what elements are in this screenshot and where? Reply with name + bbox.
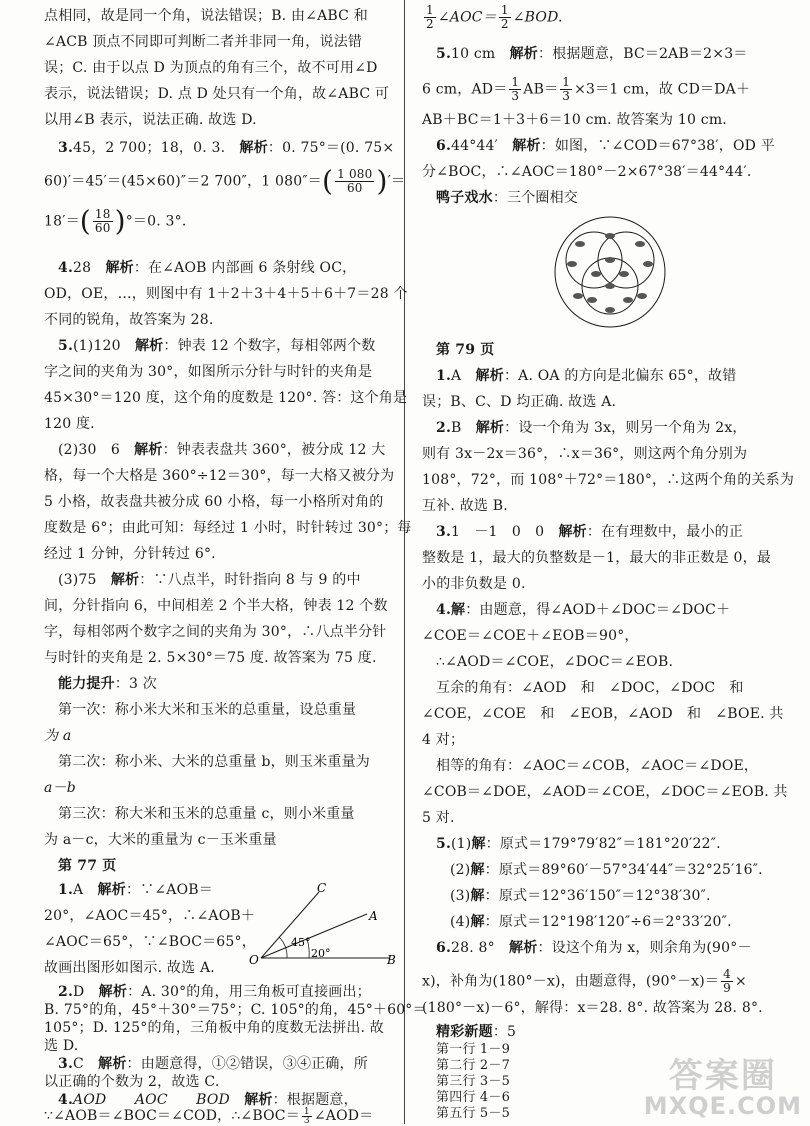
denominator: 3 bbox=[303, 1115, 310, 1126]
denominator: 3 bbox=[562, 89, 571, 103]
p79-q1-line bbox=[436, 366, 736, 386]
fraction bbox=[302, 1108, 312, 1125]
text-line: 20°，∠AOC＝45°，∴∠AOB＋ bbox=[44, 908, 256, 924]
ability-label: 能力提升 bbox=[58, 676, 115, 692]
p79-q2-label: 解析 bbox=[475, 420, 505, 436]
row-4: 第四行 4－6 bbox=[436, 1090, 511, 1105]
p79-q5-4-line bbox=[450, 912, 732, 932]
p79-q6-label: 解析 bbox=[509, 940, 538, 956]
p79-q2-answer: B bbox=[451, 420, 462, 436]
numerator: 1 bbox=[303, 1106, 310, 1117]
q5-answer: (1)120 bbox=[73, 338, 121, 354]
p79-q1-text: ：A. OA 的方向是北偏东 65°，故错 bbox=[503, 368, 737, 384]
p79-q1-answer: A bbox=[451, 368, 462, 384]
text-line: OD，OE，…，则图中有 1＋2＋3＋4＋5＋6＋7＝28 个 bbox=[44, 286, 408, 302]
text-line: 度数是 6°；由此可知：每经过 1 小时，时针转过 30°；每 bbox=[44, 520, 412, 536]
label-45: 45° bbox=[291, 936, 311, 949]
label-c: C bbox=[317, 881, 327, 895]
p79-q5-label: 解 bbox=[470, 888, 485, 904]
q4-answer: 28 bbox=[73, 260, 92, 276]
p77-q1-label: 解析 bbox=[97, 882, 126, 898]
text-line: 与时针的夹角是 2. 5×30°＝75 度. 故答案为 75 度. bbox=[44, 650, 377, 666]
text-line: AB＋BC＝1＋3＋6＝10 cm. 故答案为 10 cm. bbox=[422, 112, 727, 128]
denominator: 60 bbox=[94, 221, 111, 235]
p79-q3-label: 解析 bbox=[558, 524, 587, 540]
numerator: 1 bbox=[511, 75, 520, 89]
numerator: 1 080 bbox=[337, 167, 373, 181]
r0-line bbox=[422, 4, 563, 31]
text-line: ∠ACB 顶点不同即可判断二者并非同一角，说法错 bbox=[44, 34, 363, 50]
denominator: 2 bbox=[426, 17, 434, 31]
duck-icons bbox=[567, 233, 653, 313]
text-line: 互补. 故选 B. bbox=[422, 498, 508, 514]
p79-q1-number: 1. bbox=[436, 368, 452, 384]
numerator: 1 bbox=[562, 75, 571, 89]
p79-q5-part: (3) bbox=[450, 888, 471, 904]
text-line: 字之间的夹角为 30°，如图所示分针与时针的夹角是 bbox=[44, 364, 373, 380]
r-q6-label: 解析 bbox=[512, 138, 541, 154]
numerator: 1 bbox=[500, 3, 509, 17]
duck-icon bbox=[567, 261, 577, 267]
q5-2-text: ：钟表表盘共 360°，被分成 12 大 bbox=[162, 442, 386, 458]
r0-text: ∠BOD. bbox=[512, 9, 563, 26]
r-q5-label: 解析 bbox=[509, 46, 539, 62]
duck-icon bbox=[573, 293, 583, 299]
p79-q6-number: 6. bbox=[436, 940, 452, 956]
p79-q5-label: 解 bbox=[471, 836, 486, 852]
q3-line bbox=[58, 138, 394, 158]
p77-q4-number: 4. bbox=[58, 1092, 74, 1108]
p77-q1-line bbox=[58, 880, 213, 900]
text-line: 经过 1 分钟，分针转过 6°. bbox=[44, 546, 216, 562]
q3-text: 60)′＝45′＝(45×60)″＝2 700″，1 080″＝ bbox=[44, 173, 322, 190]
duck-icon bbox=[575, 241, 585, 247]
q3-text: ：0. 75°＝(0. 75× bbox=[267, 140, 395, 156]
text-line: 第二次：称小米、大米的总重量 b，则玉米重量为 bbox=[58, 754, 371, 770]
text-line: 108°，72°，而 108°＋72°＝180°，∴这两个角的关系为 bbox=[422, 472, 795, 488]
page-79-heading: 第 79 页 bbox=[436, 342, 495, 358]
row-3: 第三行 3－5 bbox=[436, 1074, 511, 1089]
p79-q4-number: 4. bbox=[436, 602, 452, 618]
duck-icon bbox=[623, 297, 633, 303]
p77-q4-text: ∠AOD＝ bbox=[313, 1108, 374, 1124]
text-line: 45×30°＝120 度，这个角的度数是 120°. 答：这个角是 bbox=[44, 390, 408, 406]
text-line: 分∠BOC，∴∠AOC＝180°－2×67°38′＝44°44′. bbox=[422, 164, 752, 180]
q5-2-line bbox=[58, 440, 385, 460]
p79-q5-part: (1) bbox=[451, 836, 472, 852]
text-line: 格，每一个大格是 360°÷12＝30°，每一大格又被分为 bbox=[44, 468, 395, 484]
p77-q1-text: ：∵∠AOB＝ bbox=[125, 882, 213, 898]
p79-q6-answer: 28. 8° bbox=[451, 940, 495, 956]
p79-q3-text: ：在有理数中，最小的正 bbox=[586, 524, 744, 540]
text-line: 120 度. bbox=[44, 416, 95, 432]
p79-q6-text: × bbox=[734, 973, 747, 990]
q5-3-text: ：∵八点半，时针指向 8 与 9 的中 bbox=[139, 572, 361, 588]
q3-text: °＝0. 3°. bbox=[125, 213, 187, 230]
p79-q6-line bbox=[436, 938, 752, 958]
r-q6-text: ：如图，∵∠COD＝67°38′，OD 平 bbox=[540, 138, 775, 154]
r-q5-text: 6 cm，AD＝ bbox=[422, 81, 508, 98]
duck-icon bbox=[605, 283, 615, 289]
duck-icon bbox=[587, 297, 597, 303]
ability-answer: ：3 次 bbox=[114, 676, 157, 692]
q4-label: 解析 bbox=[105, 260, 134, 276]
numerator: 4 bbox=[723, 967, 731, 981]
q4-text: ：在∠AOB 内部画 6 条射线 OC， bbox=[133, 260, 357, 276]
text-line: 表示，说法错误；D. 点 D 处只有一个角，故∠ABC 可 bbox=[44, 86, 390, 102]
p79-q1-label: 解析 bbox=[475, 368, 504, 384]
page-77-heading: 第 77 页 bbox=[58, 858, 117, 874]
p79-q6-text: x)，补角为(180°－x)，由题意得，(90°－x)＝ bbox=[422, 973, 720, 990]
p77-q2-label: 解析 bbox=[98, 984, 128, 1000]
text-line: ∠COE＝∠COE＋∠EOB＝90°， bbox=[422, 628, 639, 644]
text-line: 误；B、C、D 均正确. 故选 A. bbox=[422, 394, 617, 410]
q3-line bbox=[44, 204, 187, 238]
duck-icon bbox=[619, 271, 629, 277]
p79-q5-text: ：原式＝89°60′－57°34′44″＝32°25′16″. bbox=[484, 862, 763, 878]
r-q5-answer: 10 cm bbox=[451, 46, 496, 62]
q3-answer: 45，2 700；18，0. 3. bbox=[73, 140, 226, 156]
new-problem-heading bbox=[436, 1022, 516, 1042]
denominator: 2 bbox=[500, 17, 509, 31]
text-line: 字，每相邻两个数字之间的夹角为 30°，∴八点半分针 bbox=[44, 624, 387, 640]
label-b: B bbox=[387, 953, 396, 967]
p77-q3-text: 以正确的个数为 2，故选 C. bbox=[44, 1074, 220, 1090]
q4-line bbox=[58, 258, 356, 278]
r-q6-number: 6. bbox=[436, 138, 452, 154]
p79-q5-1-line bbox=[436, 834, 721, 854]
duck-icon bbox=[591, 271, 601, 277]
q5-label: 解析 bbox=[134, 338, 164, 354]
p79-q3-number: 3. bbox=[436, 524, 452, 540]
p77-q3-line bbox=[58, 1054, 368, 1074]
text-line: 互余的角有：∠AOD 和 ∠DOC，∠DOC 和 bbox=[436, 680, 744, 696]
label-20: 20° bbox=[311, 947, 331, 960]
text-line: 以用∠B 表示，说法正确. 故选 D. bbox=[44, 112, 257, 128]
text-line: ∠COE，∠COE 和 ∠EOB，∠AOD 和 ∠BOE. 共 bbox=[422, 706, 784, 722]
text-line: ∠COB＝∠DOE，∠AOD＝∠COE，∠DOC＝∠EOB. 共 bbox=[422, 784, 788, 800]
paren: ( bbox=[79, 204, 91, 238]
r0-text: ∠AOC＝ bbox=[437, 9, 497, 26]
watermark-logo bbox=[644, 1058, 802, 1118]
p79-q5-2-line bbox=[450, 860, 763, 880]
text-line: a－b bbox=[44, 780, 76, 796]
fraction bbox=[424, 4, 436, 31]
arc-45 bbox=[279, 937, 287, 958]
duck-icon bbox=[635, 241, 645, 247]
q3-text: 18′＝ bbox=[44, 213, 80, 230]
duck-answer: ：三个圈相交 bbox=[492, 190, 579, 206]
r-q5-line bbox=[436, 44, 748, 64]
q5-text: ：钟表 12 个数字，每相邻两个数 bbox=[163, 338, 376, 354]
p79-q5-label: 解 bbox=[470, 914, 485, 930]
duck-icon bbox=[605, 257, 615, 263]
text-line: 不同的锐角，故答案为 28. bbox=[44, 312, 214, 328]
p79-q3-answer: 1 －1 0 0 bbox=[451, 524, 545, 540]
text-line: (180°－x)－6°，解得：x＝28. 8°. 故答案为 28. 8°. bbox=[422, 1000, 763, 1016]
denominator: 9 bbox=[723, 981, 731, 995]
q3-line bbox=[44, 164, 406, 198]
q3-text: ′＝ bbox=[387, 173, 406, 190]
text-line: 105°；D. 125°的角，三角板中角的度数无法拼出. 故 bbox=[44, 1020, 384, 1036]
r-q5-text: ：根据题意，BC＝2AB＝2×3＝ bbox=[538, 46, 748, 62]
text-line: 相等的角有：∠AOC＝∠COB，∠AOC＝∠DOE， bbox=[436, 758, 759, 774]
fraction bbox=[509, 76, 521, 103]
duck-icon bbox=[637, 293, 647, 299]
text-line: 误；C. 由于以点 D 为顶点的角有三个，故不可用∠D bbox=[44, 60, 378, 76]
row-1: 第一行 1－9 bbox=[436, 1042, 511, 1057]
p77-q4-label: 解析 bbox=[244, 1092, 273, 1108]
p79-q4-text: ：由题意，得∠AOD＋∠DOC＝∠DOC＋ bbox=[465, 602, 731, 618]
text-line: 5 小格，故表盘共被分成 60 小格，每一小格所对角的 bbox=[44, 494, 384, 510]
r-q5-line bbox=[422, 76, 750, 103]
text-line: 第一次：称小米大米和玉米的总重量，设总重量 bbox=[58, 702, 357, 718]
p77-q2-line bbox=[58, 982, 371, 1002]
text-line: 整数是 1，最大的负整数是－1，最大的非正数是 0，最 bbox=[422, 550, 772, 566]
r-q5-text: ×3＝1 cm，故 CD＝DA＋ bbox=[574, 81, 751, 98]
q5-3-line bbox=[58, 570, 361, 590]
fraction bbox=[335, 168, 374, 195]
duck-heading bbox=[436, 188, 578, 208]
q5-3-answer: (3)75 bbox=[58, 572, 97, 588]
r-q6-line bbox=[436, 136, 775, 156]
text-line: 小的非负数是 0. bbox=[422, 576, 526, 592]
fraction bbox=[560, 76, 572, 103]
fraction bbox=[93, 208, 113, 235]
p79-q5-text: ：原式＝12°198′120″÷6＝2°33′20″. bbox=[484, 914, 732, 930]
p77-q2-answer: D bbox=[73, 984, 85, 1000]
p77-q4-text: ：根据题意， bbox=[272, 1092, 358, 1108]
text-line: 间，分针指向 6，中间相差 2 个半大格，钟表 12 个数 bbox=[44, 598, 388, 614]
p79-q5-text: ：原式＝179°79′82″＝181°20′22″. bbox=[485, 836, 721, 852]
denominator: 60 bbox=[346, 181, 363, 195]
new-problem-answer: ：5 bbox=[492, 1024, 517, 1040]
text-line: 点相同，故是同一个角，说法错误；B. 由∠ABC 和 bbox=[44, 8, 368, 24]
row-5: 第五行 5－5 bbox=[436, 1106, 511, 1121]
label-o: O bbox=[249, 953, 259, 967]
p79-q5-3-line bbox=[450, 886, 711, 906]
watermark-url: MXQE.COM bbox=[643, 1092, 802, 1120]
text-line bbox=[44, 1072, 219, 1092]
p77-q1-number: 1. bbox=[58, 882, 74, 898]
q5-2-answer: (2)30 6 bbox=[58, 442, 120, 458]
text-line: 选 D. bbox=[44, 1038, 79, 1054]
text-line: ∠AOC＝65°，∵∠BOC＝65°， bbox=[44, 934, 256, 950]
q5-line bbox=[58, 336, 376, 356]
p79-q2-number: 2. bbox=[436, 420, 452, 436]
p79-q5-number: 5. bbox=[436, 836, 452, 852]
three-circles-figure bbox=[552, 214, 668, 330]
duck-icon bbox=[643, 261, 653, 267]
text-line: 则有 3x－2x＝36°，∴x＝36°，则这两个角分别为 bbox=[422, 446, 748, 462]
q4-number: 4. bbox=[58, 260, 74, 276]
angle-figure bbox=[249, 880, 399, 968]
p77-q1-answer: A bbox=[73, 882, 84, 898]
p77-q2-number: 2. bbox=[58, 984, 74, 1000]
duck-icon bbox=[605, 233, 615, 239]
numerator: 18 bbox=[94, 207, 111, 221]
p79-q2-text: ：设一个角为 3x，则另一个角为 2x， bbox=[504, 420, 747, 436]
paren: ) bbox=[376, 164, 388, 198]
r-q5-text: AB＝ bbox=[523, 81, 559, 98]
p79-q4-label: 解 bbox=[451, 602, 466, 618]
fraction bbox=[721, 968, 733, 995]
p79-q5-part: (2) bbox=[450, 862, 471, 878]
fraction bbox=[499, 4, 511, 31]
p79-q6-text: ：设这个角为 x，则余角为(90°－ bbox=[537, 940, 752, 956]
denominator: 3 bbox=[511, 89, 520, 103]
text-line: 4 对； bbox=[422, 732, 465, 748]
q5-3-label: 解析 bbox=[110, 572, 140, 588]
p79-q5-label: 解 bbox=[470, 862, 485, 878]
p77-q3-label: 解析 bbox=[98, 1056, 127, 1072]
ability-heading bbox=[58, 674, 157, 694]
p79-q5-part: (4) bbox=[450, 914, 471, 930]
p79-q5-text: ：原式＝12°36′150″＝12°38′30″. bbox=[484, 888, 711, 904]
q3-label: 解析 bbox=[239, 140, 268, 156]
p77-q4-line bbox=[44, 1106, 373, 1126]
q5-2-label: 解析 bbox=[134, 442, 163, 458]
text-line: 5 对. bbox=[422, 810, 455, 826]
duck-icon bbox=[605, 307, 615, 313]
p77-q3-number: 3. bbox=[58, 1056, 74, 1072]
label-a: A bbox=[369, 909, 378, 923]
r-q6-answer: 44°44′ bbox=[451, 138, 499, 154]
text-line: 为 a－c，大米的重量为 c－玉米重量 bbox=[44, 832, 277, 848]
text-line: 第三次：称大米和玉米的总重量 c，则小米重量 bbox=[58, 806, 355, 822]
row-2: 第二行 2－7 bbox=[436, 1058, 511, 1073]
p79-q4-line bbox=[436, 600, 730, 620]
paren: ( bbox=[321, 164, 334, 198]
text-line: 故画出图形如图示. 故选 A. bbox=[44, 960, 215, 976]
p77-q4-text: ∵∠AOB＝∠BOC＝∠COD，∴∠BOC＝ bbox=[44, 1108, 300, 1124]
text-line: B. 75°的角，45°＋30°＝75°；C. 105°的角，45°＋60°＝ bbox=[44, 1002, 427, 1018]
q3-number: 3. bbox=[58, 140, 74, 156]
text-line: ∴∠AOD＝∠COE，∠DOC＝∠EOB. bbox=[436, 654, 674, 670]
numerator: 1 bbox=[426, 3, 434, 17]
text-line: 为 a bbox=[44, 728, 72, 744]
r-q5-number: 5. bbox=[436, 46, 452, 62]
paren: ) bbox=[114, 204, 126, 238]
new-problem-label: 精彩新题 bbox=[436, 1024, 493, 1040]
p77-q3-answer: C bbox=[73, 1056, 84, 1072]
q5-number: 5. bbox=[58, 338, 74, 354]
p79-q3-line bbox=[436, 522, 743, 542]
duck-label: 鸭子戏水 bbox=[436, 190, 493, 206]
p77-q4-answer: AOD AOC BOD bbox=[73, 1092, 230, 1108]
p77-q2-text: ：A. 30°的角，用三角板可直接画出； bbox=[127, 984, 371, 1000]
p79-q6-line bbox=[422, 968, 747, 995]
p77-q3-text: ：由题意得，①②错误，③④正确，所 bbox=[126, 1056, 368, 1072]
watermark-text: 答案圈 bbox=[668, 1056, 777, 1096]
p79-q2-line bbox=[436, 418, 747, 438]
